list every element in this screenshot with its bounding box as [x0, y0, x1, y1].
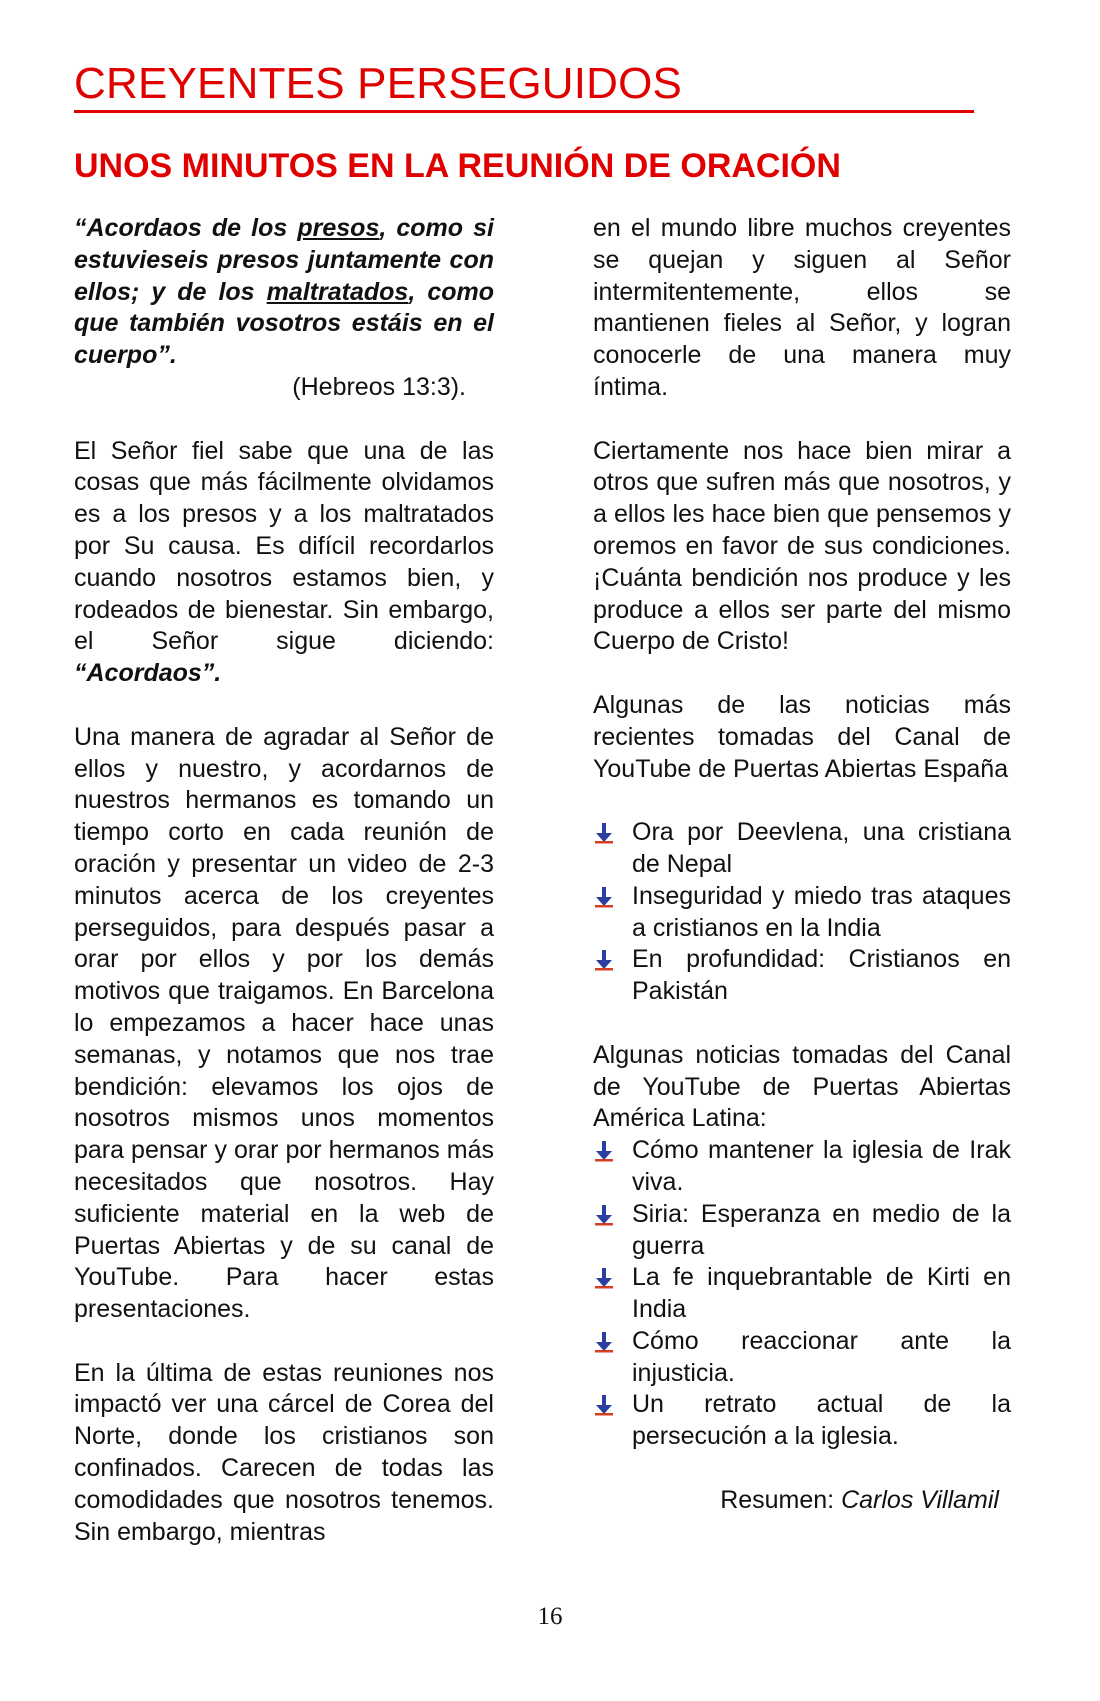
list-item-text: En profundidad: Cristianos en Pakistán — [632, 945, 1011, 1006]
news-intro: Algunas noticias tomadas del Canal de YouTube de Puertas Abiertas América Latina: — [593, 1040, 1011, 1133]
list-item-text: Cómo reaccionar ante la injusticia. — [632, 1326, 1011, 1387]
quote-underlined-word: maltratados — [266, 277, 409, 306]
list-item — [593, 1326, 1011, 1390]
scripture-quote — [74, 213, 494, 372]
list-item — [593, 944, 1011, 1008]
list-item-text: Inseguridad y miedo tras ataques a cristianos en la India — [632, 881, 1011, 942]
list-item-text: Siria: Esperanza en medio de la guerra — [632, 1199, 1011, 1260]
article-title: UNOS MINUTOS EN LA REUNIÓN DE ORACIÓN — [74, 147, 841, 185]
paragraph: En la última de estas reuniones nos impactó ver una cárcel de Corea del Norte, donde los cristianos son confinados. Carecen de todas las comodidades que nosotros tenemos. Sin embargo, mientras — [74, 1358, 494, 1546]
summary-credit — [593, 1485, 1011, 1517]
quote-text: , como si estuvieseis presos juntamente con ellos; y de los — [74, 214, 494, 306]
paragraph-text: El Señor fiel sabe que una de las cosas que más fácilmente olvidamos es a los presos y a los maltratados por Su causa. Es difícil recordarlos cuando nosotros estamos bien, y rodeados de bienestar. Sin embargo, el Señor sigue diciendo: — [74, 436, 494, 656]
list-item — [593, 881, 1011, 945]
quote-text: , como que también vosotros estáis en el cuerpo”. — [74, 277, 494, 370]
list-item — [593, 1199, 1011, 1263]
paragraph: en el mundo libre muchos creyentes se quejan y siguen al Señor intermitentemente, ellos se mantienen fieles al Señor, y logran conocerle de una manera muy íntima. — [593, 214, 1011, 401]
list-item — [593, 817, 1011, 881]
section-title: CREYENTES PERSEGUIDOS — [74, 58, 974, 113]
page-number: 16 — [537, 1603, 563, 1630]
list-item-text: Cómo mantener la iglesia de Irak viva. — [632, 1136, 1011, 1196]
author-name: Carlos Villamil — [841, 1485, 999, 1514]
emphasis-text: “Acordaos”. — [74, 659, 222, 688]
news-list-latam — [593, 1135, 1011, 1453]
arrow-down-bullet-icon — [594, 1394, 614, 1416]
right-column — [593, 213, 1011, 1517]
news-intro: Algunas de las noticias más recientes tomadas del Canal de YouTube de Puertas Abiertas España — [593, 690, 1011, 783]
quote-underlined-word: presos — [297, 214, 380, 242]
left-column — [74, 213, 494, 1548]
arrow-down-bullet-icon — [594, 1140, 614, 1162]
summary-label: Resumen: — [720, 1485, 842, 1514]
arrow-down-bullet-icon — [594, 886, 614, 908]
paragraph: Ciertamente nos hace bien mirar a otros que sufren más que nosotros, y a ellos les hace bien que pensemos y oremos en favor de sus condiciones. ¡Cuánta bendición nos produce y les produce a ellos ser parte del mismo Cuerpo de Cristo! — [593, 436, 1011, 656]
list-item — [593, 1135, 1011, 1199]
quote-text: “Acordaos de los — [74, 214, 298, 242]
list-item-text: La fe inquebrantable de Kirti en India — [632, 1263, 1011, 1324]
list-item-text: Un retrato actual de la persecución a la iglesia. — [632, 1390, 1011, 1451]
scripture-reference: (Hebreos 13:3). — [292, 372, 466, 401]
news-list-spain — [593, 817, 1011, 1008]
paragraph: Una manera de agradar al Señor de ellos y nuestro, y acordarnos de nuestros hermanos es tomando un tiempo corto en cada reunión de oración y presentar un video de 2-3 minutos acerca de los creyentes perseguidos, para después pasar a orar por ellos y por los demás motivos que traigamos. En Barcelona lo empezamos a hacer hace unas semanas, y notamos que nos trae bendición: elevamos los ojos de nosotros mismos unos momentos para pensar y orar por hermanos más necesitados que nosotros. Hay suficiente material en la web de Puertas Abiertas y de su canal de YouTube. Para hacer estas presentaciones. — [74, 722, 494, 1324]
arrow-down-bullet-icon — [594, 1331, 614, 1353]
arrow-down-bullet-icon — [594, 1267, 614, 1289]
list-item — [593, 1262, 1011, 1326]
list-item-text: Ora por Deevlena, una cristiana de Nepal — [632, 818, 1011, 878]
paragraph — [74, 436, 494, 690]
arrow-down-bullet-icon — [594, 822, 614, 844]
arrow-down-bullet-icon — [594, 1204, 614, 1226]
arrow-down-bullet-icon — [594, 949, 614, 971]
list-item — [593, 1389, 1011, 1453]
